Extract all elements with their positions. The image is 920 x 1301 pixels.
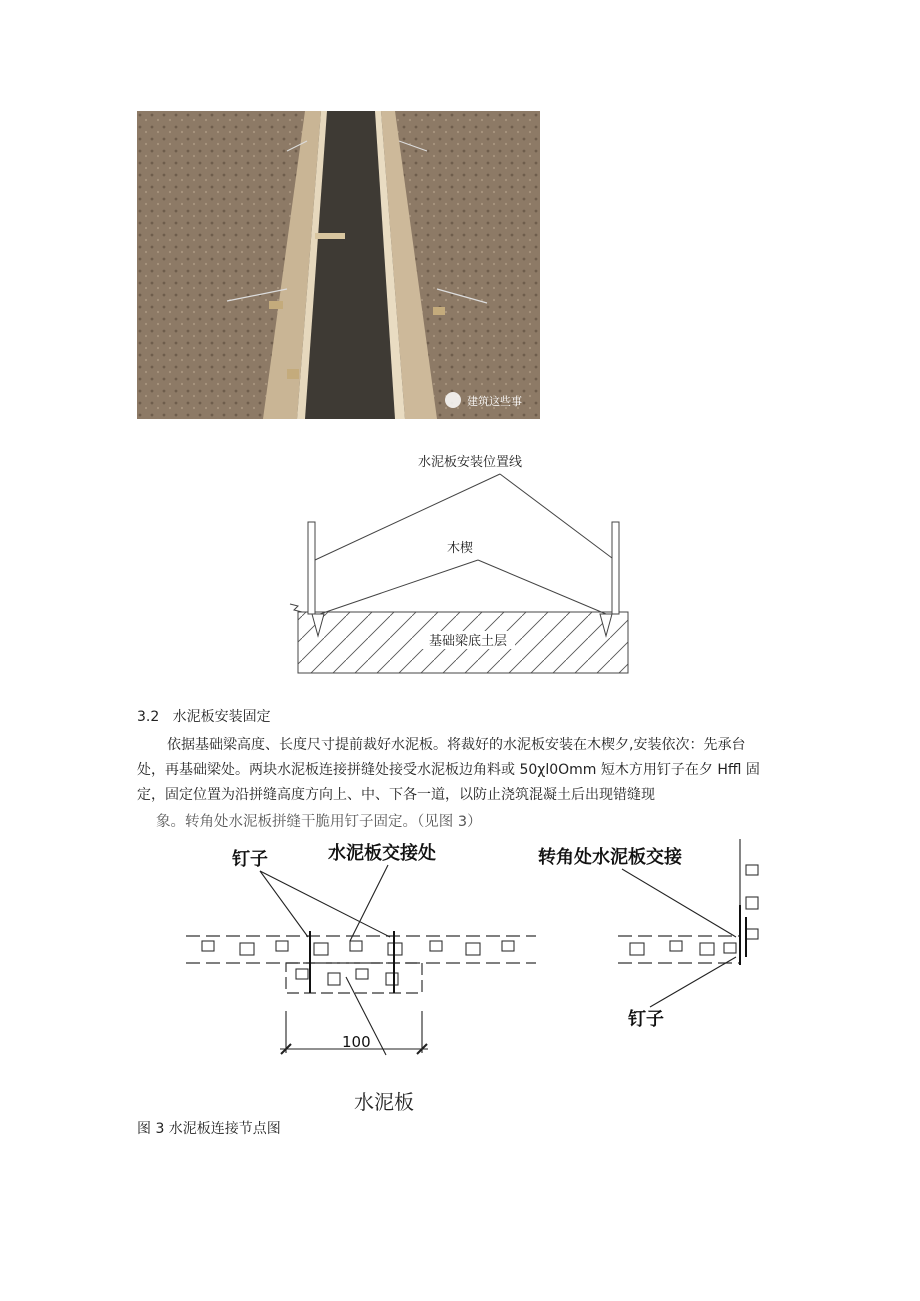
nail-label-right: 钉子 xyxy=(628,1009,664,1030)
body-line-3: 定，固定位置为沿拼缝高度方向上、中、下各一道，以防止浇筑混凝土后出现错缝现 xyxy=(137,787,655,803)
wedge-label: 木楔 xyxy=(446,541,474,556)
install-line-label: 水泥板安装位置线 xyxy=(417,455,523,470)
base-soil-label: 基础梁底土层 xyxy=(428,634,508,649)
trench-photo xyxy=(137,111,540,419)
watermark-text: 建筑这些事 xyxy=(467,395,522,408)
dimension-label: 100 xyxy=(342,1033,371,1051)
section-body xyxy=(137,733,787,808)
joint-label: 水泥板交接处 xyxy=(328,843,436,864)
nail-label-left: 钉子 xyxy=(232,849,268,870)
board-label: 水泥板 xyxy=(354,1090,414,1114)
wechat-icon xyxy=(445,392,461,408)
body-line-4: 象。转角处水泥板拼缝干脆用钉子固定。（见图 3） xyxy=(156,814,482,830)
section-heading: 3.2 水泥板安装固定 xyxy=(137,709,271,725)
corner-joint-label: 转角处水泥板交接 xyxy=(538,847,682,868)
body-line-1: 依据基础梁高度、长度尺寸提前裁好水泥板。将裁好的水泥板安装在木楔夕,安装依次：先承台 xyxy=(167,737,746,753)
installation-diagram xyxy=(280,440,640,680)
body-line-2: 处，再基础梁处。两块水泥板连接拼缝处接受水泥板边角料或 50χl0Omm 短木方用钉子在夕 Hffl 固 xyxy=(137,762,760,778)
figure-caption: 图 3 水泥板连接节点图 xyxy=(137,1121,281,1137)
joint-detail-diagram xyxy=(180,835,760,1080)
